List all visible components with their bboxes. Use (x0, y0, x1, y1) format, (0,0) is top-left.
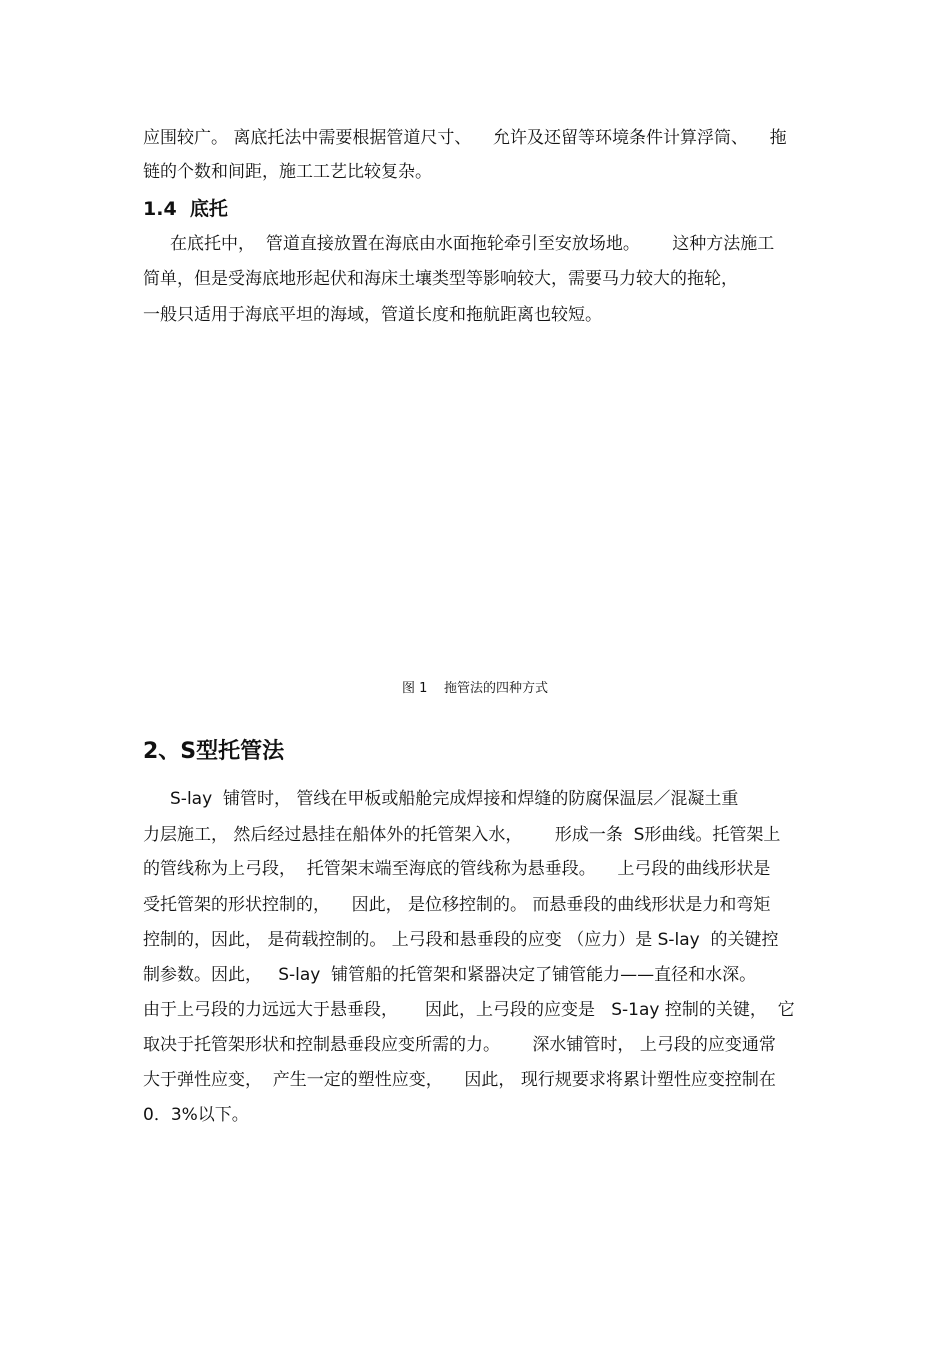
paragraph-line: 由于上弓段的力远远大于悬垂段， 因此，上弓段的应变是 S-1ay 控制的关键， 它 (143, 1000, 795, 1020)
paragraph-line: 0．3%以下。 (143, 1105, 249, 1125)
paragraph-line: S-lay 铺管时， 管线在甲板或船舱完成焊接和焊缝的防腐保温层／混凝土重 (143, 789, 739, 809)
paragraph-line: 简单，但是受海底地形起伏和海床土壤类型等影响较大，需要马力较大的拖轮， (143, 269, 738, 289)
paragraph-line: 控制的，因此， 是荷载控制的。 上弓段和悬垂段的应变 （应力）是 S-lay 的关键控 (143, 930, 779, 950)
paragraph-line: 链的个数和间距，施工工艺比较复杂。 (143, 162, 432, 182)
paragraph-line: 的管线称为上弓段， 托管架末端至海底的管线称为悬垂段。 上弓段的曲线形状是 (143, 859, 771, 879)
section-heading-2: 2、S型托管法 (143, 739, 285, 764)
paragraph-line: 一般只适用于海底平坦的海域，管道长度和拖航距离也较短。 (143, 305, 602, 325)
paragraph-line: 制参数。因此， S-lay 铺管船的托管架和紧器决定了铺管能力——直径和水深。 (143, 965, 757, 985)
figure-caption: 图 1 拖管法的四种方式 (402, 681, 548, 696)
paragraph-line: 力层施工， 然后经过悬挂在船体外的托管架入水， 形成一条 S形曲线。托管架上 (143, 825, 781, 845)
paragraph-line: 在底托中， 管道直接放置在海底由水面拖轮牵引至安放场地。 这种方法施工 (143, 234, 775, 254)
paragraph-line: 受托管架的形状控制的， 因此， 是位移控制的。 而悬垂段的曲线形状是力和弯矩 (143, 895, 771, 915)
figure-placeholder (143, 340, 807, 670)
section-heading-1-4: 1.4 底托 (143, 198, 228, 220)
paragraph-line: 应围较广。 离底托法中需要根据管道尺寸、 允许及还留等环境条件计算浮筒、 拖 (143, 128, 787, 148)
paragraph-line: 取决于托管架形状和控制悬垂段应变所需的力。 深水铺管时， 上弓段的应变通常 (143, 1035, 776, 1055)
paragraph-line: 大于弹性应变， 产生一定的塑性应变， 因此， 现行规要求将累计塑性应变控制在 (143, 1070, 776, 1090)
